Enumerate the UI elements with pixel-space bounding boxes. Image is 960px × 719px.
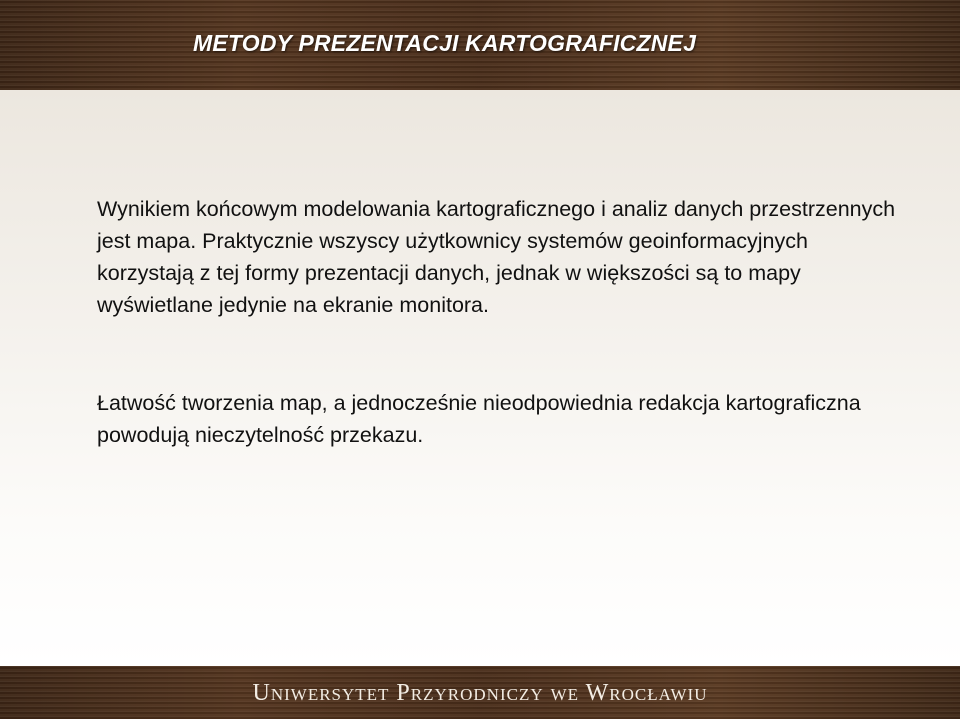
slide-title: METODY PREZENTACJI KARTOGRAFICZNEJ (193, 30, 697, 56)
footer-institution-name: Uniwersytet Przyrodniczy we Wrocławiu (252, 680, 708, 706)
paragraph-1: Wynikiem końcowym modelowania kartograficznego i analiz danych przestrzennych jest mapa. Praktycznie wszyscy użytkownicy systemów geoinformacyjnych korzystają z tej formy prezentacji danych, jednak w większości są to mapy wyświetlane jedynie na ekranie monitora. (97, 197, 896, 317)
slide-content (0, 90, 960, 666)
paragraph-2: Łatwość tworzenia map, a jednocześnie nieodpowiednia redakcja kartograficzna powodują nieczytelność przekazu. (97, 391, 861, 447)
header-bar (0, 0, 960, 90)
